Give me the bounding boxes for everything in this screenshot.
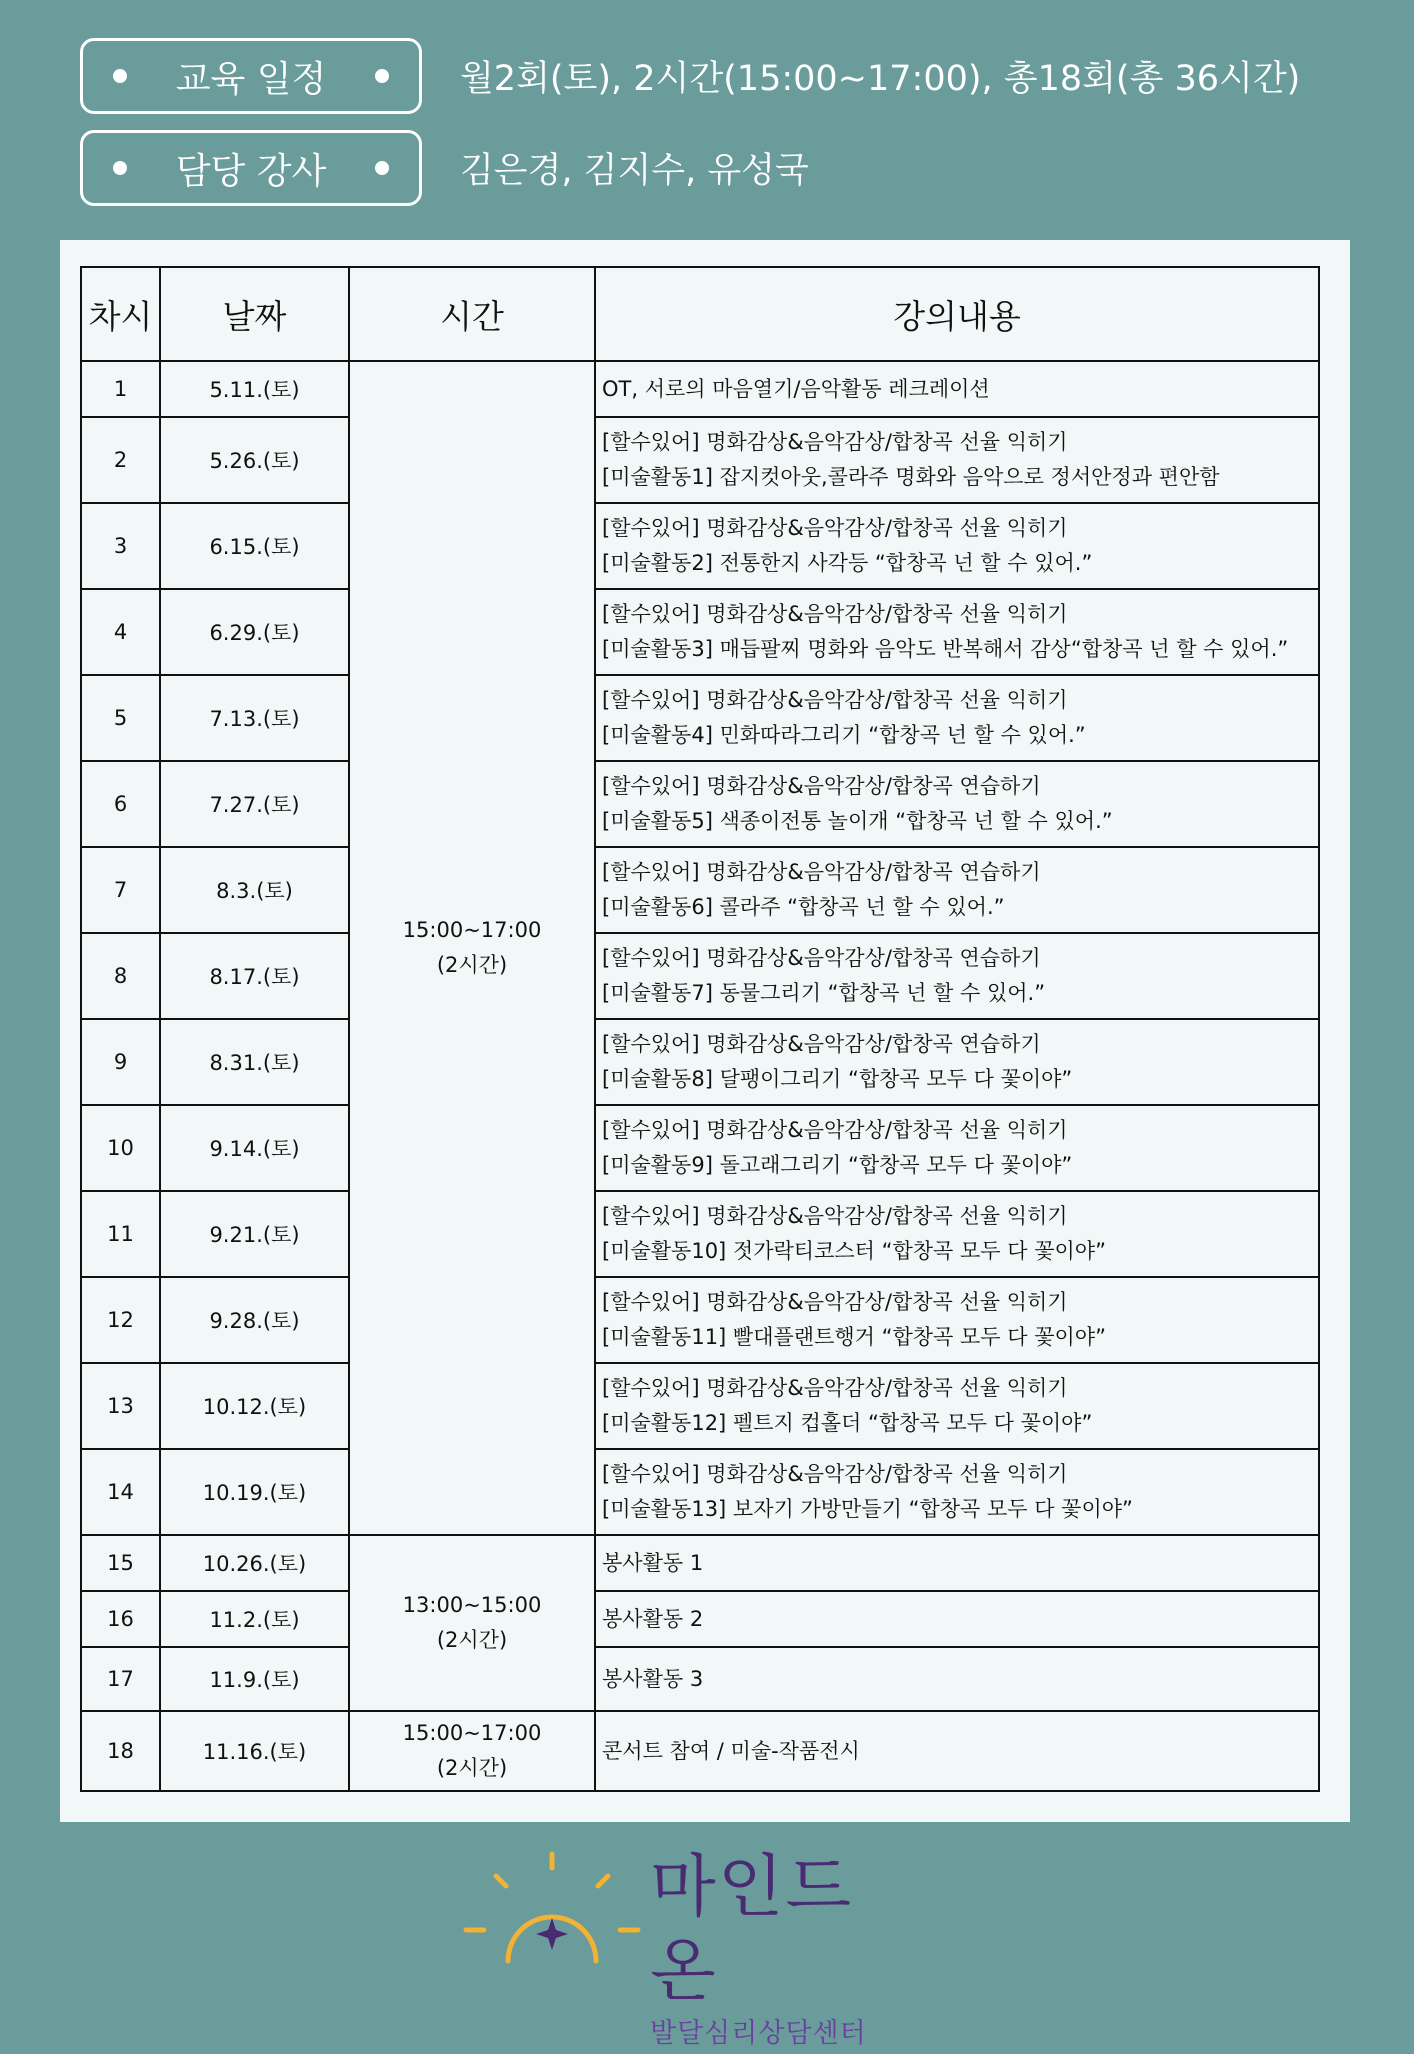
table-row [81, 1711, 1319, 1791]
session-date: 8.31.(토) [160, 1019, 349, 1105]
session-number: 13 [81, 1363, 160, 1449]
brand-subtitle: 발달심리상담센터 [650, 2018, 867, 2049]
session-date: 9.28.(토) [160, 1277, 349, 1363]
session-time [349, 1711, 595, 1791]
time-duration: (2시간) [436, 1756, 508, 1780]
content-line: [미술활동6] 콜라주 “합창곡 넌 할 수 있어.” [602, 895, 1005, 919]
bullet-dot-icon [375, 69, 389, 83]
content-line: [미술활동3] 매듭팔찌 명화와 음악도 반복해서 감상“합창곡 넌 할 수 있어.” [602, 637, 1289, 661]
sun-logo-icon [462, 1846, 642, 1976]
session-date: 6.15.(토) [160, 503, 349, 589]
session-date: 10.26.(토) [160, 1535, 349, 1591]
content-line: [할수있어] 명화감상&음악감상/합창곡 선율 익히기 [602, 1376, 1068, 1400]
table-row [81, 1591, 1319, 1647]
session-time [349, 1535, 595, 1711]
content-line: [할수있어] 명화감상&음악감상/합창곡 선율 익히기 [602, 1462, 1068, 1486]
instructor-value: 김은경, 김지수, 유성국 [460, 151, 809, 191]
header-time: 시간 [349, 267, 595, 361]
session-number: 5 [81, 675, 160, 761]
schedule-label: 교육 일정 [175, 58, 327, 100]
table-row [81, 933, 1319, 1019]
table-row [81, 1535, 1319, 1591]
session-number: 9 [81, 1019, 160, 1105]
table-row [81, 1019, 1319, 1105]
header-content: 강의내용 [595, 267, 1319, 361]
table-row [81, 1105, 1319, 1191]
bullet-dot-icon [113, 161, 127, 175]
session-date: 6.29.(토) [160, 589, 349, 675]
table-row [81, 503, 1319, 589]
schedule-info-row [80, 35, 1300, 117]
session-number: 3 [81, 503, 160, 589]
session-content [595, 1449, 1319, 1535]
session-number: 8 [81, 933, 160, 1019]
session-content [595, 847, 1319, 933]
session-date: 5.26.(토) [160, 417, 349, 503]
session-number: 7 [81, 847, 160, 933]
time-duration: (2시간) [436, 1628, 508, 1652]
table-row [81, 1363, 1319, 1449]
session-content [595, 503, 1319, 589]
session-date: 8.17.(토) [160, 933, 349, 1019]
time-range: 13:00~15:00 [402, 1593, 542, 1617]
table-row [81, 675, 1319, 761]
session-content [595, 933, 1319, 1019]
content-line: OT, 서로의 마음열기/음악활동 레크레이션 [602, 376, 990, 401]
session-content [595, 1191, 1319, 1277]
table-header-row [81, 267, 1319, 361]
session-content [595, 1019, 1319, 1105]
time-range: 15:00~17:00 [402, 918, 542, 942]
session-number: 1 [81, 361, 160, 417]
session-content [595, 361, 1319, 417]
session-date: 5.11.(토) [160, 361, 349, 417]
content-line: [할수있어] 명화감상&음악감상/합창곡 연습하기 [602, 946, 1041, 970]
session-content [595, 675, 1319, 761]
content-line: 봉사활동 3 [602, 1666, 704, 1691]
session-number: 15 [81, 1535, 160, 1591]
content-line: [미술활동12] 펠트지 컵홀더 “합창곡 모두 다 꽃이야” [602, 1411, 1093, 1435]
session-date: 8.3.(토) [160, 847, 349, 933]
content-line: [미술활동13] 보자기 가방만들기 “합창곡 모두 다 꽃이야” [602, 1497, 1133, 1521]
session-number: 6 [81, 761, 160, 847]
session-date: 10.19.(토) [160, 1449, 349, 1535]
content-line: [미술활동4] 민화따라그리기 “합창곡 넌 할 수 있어.” [602, 723, 1086, 747]
table-row [81, 1277, 1319, 1363]
header-date: 날짜 [160, 267, 349, 361]
content-line: [미술활동8] 달팽이그리기 “합창곡 모두 다 꽃이야” [602, 1067, 1073, 1091]
table-row [81, 1647, 1319, 1711]
session-number: 16 [81, 1591, 160, 1647]
session-content [595, 1363, 1319, 1449]
session-content [595, 417, 1319, 503]
content-line: [할수있어] 명화감상&음악감상/합창곡 연습하기 [602, 774, 1041, 798]
content-line: [미술활동5] 색종이전통 놀이개 “합창곡 넌 할 수 있어.” [602, 809, 1113, 833]
content-line: [미술활동2] 전통한지 사각등 “합창곡 넌 할 수 있어.” [602, 551, 1093, 575]
content-line: 봉사활동 2 [602, 1606, 704, 1631]
session-number: 12 [81, 1277, 160, 1363]
content-line: [미술활동10] 젓가락티코스터 “합창곡 모두 다 꽃이야” [602, 1239, 1106, 1263]
content-line: [할수있어] 명화감상&음악감상/합창곡 선율 익히기 [602, 602, 1068, 626]
table-row [81, 1191, 1319, 1277]
content-line: [미술활동9] 돌고래그리기 “합창곡 모두 다 꽃이야” [602, 1153, 1073, 1177]
content-line: [할수있어] 명화감상&음악감상/합창곡 선율 익히기 [602, 1290, 1068, 1314]
session-date: 7.27.(토) [160, 761, 349, 847]
content-line: [할수있어] 명화감상&음악감상/합창곡 선율 익히기 [602, 430, 1068, 454]
content-line: [할수있어] 명화감상&음악감상/합창곡 선율 익히기 [602, 1204, 1068, 1228]
header-session: 차시 [81, 267, 160, 361]
session-date: 11.2.(토) [160, 1591, 349, 1647]
bullet-dot-icon [113, 69, 127, 83]
content-line: [할수있어] 명화감상&음악감상/합창곡 선율 익히기 [602, 1118, 1068, 1142]
session-number: 18 [81, 1711, 160, 1791]
table-row [81, 589, 1319, 675]
session-content [595, 1647, 1319, 1711]
content-line: 봉사활동 1 [602, 1550, 704, 1575]
session-number: 14 [81, 1449, 160, 1535]
session-content [595, 589, 1319, 675]
session-date: 11.9.(토) [160, 1647, 349, 1711]
content-line: [할수있어] 명화감상&음악감상/합창곡 연습하기 [602, 1032, 1041, 1056]
time-range: 15:00~17:00 [402, 1721, 542, 1745]
table-row [81, 847, 1319, 933]
content-line: [미술활동1] 잡지컷아웃,콜라주 명화와 음악으로 정서안정과 편안함 [602, 465, 1220, 489]
table-row [81, 1449, 1319, 1535]
session-time [349, 361, 595, 1535]
session-content [595, 1535, 1319, 1591]
content-line: [할수있어] 명화감상&음악감상/합창곡 연습하기 [602, 860, 1041, 884]
instructor-info-row [80, 127, 809, 209]
session-number: 17 [81, 1647, 160, 1711]
schedule-card [60, 240, 1350, 1822]
session-date: 9.14.(토) [160, 1105, 349, 1191]
session-date: 11.16.(토) [160, 1711, 349, 1791]
content-line: [미술활동7] 동물그리기 “합창곡 넌 할 수 있어.” [602, 981, 1046, 1005]
session-date: 9.21.(토) [160, 1191, 349, 1277]
schedule-value: 월2회(토), 2시간(15:00~17:00), 총18회(총 36시간) [460, 59, 1301, 99]
brand-name: 마인드온 [650, 1848, 854, 2011]
session-number: 10 [81, 1105, 160, 1191]
session-content [595, 1711, 1319, 1791]
schedule-table [80, 266, 1320, 1792]
brand-logo [462, 1846, 902, 2049]
instructor-label-pill [80, 130, 422, 206]
instructor-label: 담당 강사 [175, 150, 327, 192]
table-row [81, 417, 1319, 503]
session-content [595, 1105, 1319, 1191]
content-line: 콘서트 참여 / 미술-작품전시 [602, 1738, 860, 1763]
session-date: 10.12.(토) [160, 1363, 349, 1449]
session-number: 4 [81, 589, 160, 675]
session-number: 11 [81, 1191, 160, 1277]
time-duration: (2시간) [436, 953, 508, 977]
content-line: [미술활동11] 빨대플랜트행거 “합창곡 모두 다 꽃이야” [602, 1325, 1106, 1349]
content-line: [할수있어] 명화감상&음악감상/합창곡 선율 익히기 [602, 516, 1068, 540]
content-line: [할수있어] 명화감상&음악감상/합창곡 선율 익히기 [602, 688, 1068, 712]
table-row [81, 761, 1319, 847]
session-content [595, 1277, 1319, 1363]
table-row [81, 361, 1319, 417]
bullet-dot-icon [375, 161, 389, 175]
session-content [595, 1591, 1319, 1647]
session-date: 7.13.(토) [160, 675, 349, 761]
session-number: 2 [81, 417, 160, 503]
session-content [595, 761, 1319, 847]
schedule-label-pill [80, 38, 422, 114]
